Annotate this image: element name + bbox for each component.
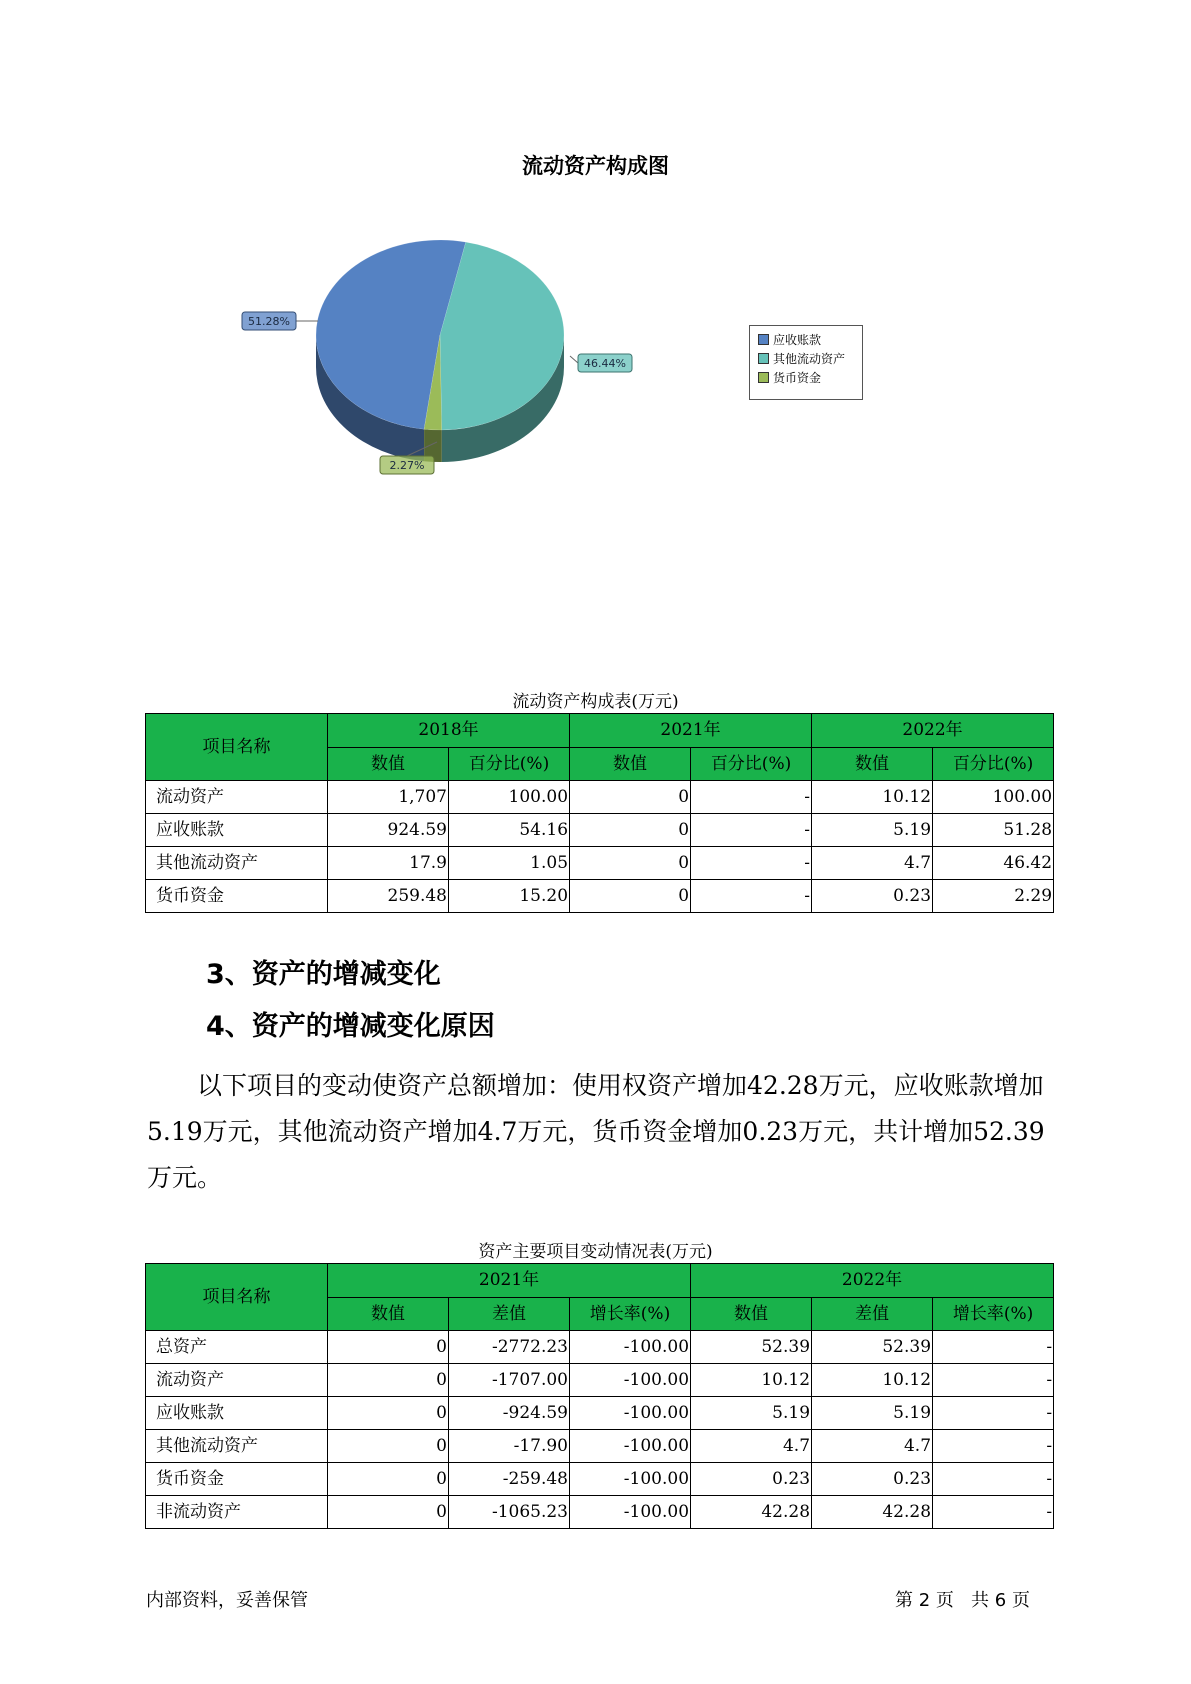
pie-chart: [0, 0, 1191, 480]
table1-caption: 流动资产构成表(万元): [512, 692, 679, 712]
table-row: [146, 1397, 1054, 1430]
table-cell: -: [691, 880, 812, 913]
table-cell: 15.20: [449, 880, 570, 913]
row-label: 货币资金: [146, 1463, 328, 1496]
table2-year-header: 2021年: [328, 1264, 691, 1298]
table-cell: 10.12: [812, 1364, 933, 1397]
table1-subheader-value: 数值: [812, 747, 933, 781]
table-cell: 42.28: [812, 1496, 933, 1529]
table-cell: 2.29: [933, 880, 1054, 913]
table-row: [146, 1463, 1054, 1496]
table-cell: 51.28: [933, 814, 1054, 847]
table1-year-header: 2022年: [812, 714, 1054, 748]
table-cell: 52.39: [691, 1331, 812, 1364]
table-cell: 10.12: [812, 781, 933, 814]
row-label: 总资产: [146, 1331, 328, 1364]
table1-subheader-value: 数值: [328, 747, 449, 781]
table-cell: 100.00: [933, 781, 1054, 814]
table-cell: -1707.00: [449, 1364, 570, 1397]
section-heading-3: 3、资产的增减变化: [206, 959, 441, 990]
table-cell: 4.7: [812, 847, 933, 880]
data-label: 2.27%: [389, 459, 425, 472]
table-row: [146, 847, 1054, 880]
chart-legend: [749, 325, 863, 400]
table-cell: 0: [570, 880, 691, 913]
legend-swatch: [758, 334, 769, 345]
asset-change-table: [145, 1263, 1054, 1529]
table-cell: 1.05: [449, 847, 570, 880]
row-label: 流动资产: [146, 1364, 328, 1397]
table-cell: -100.00: [570, 1397, 691, 1430]
table1-subheader-percent: 百分比(%): [933, 747, 1054, 781]
table-cell: -: [691, 814, 812, 847]
table-cell: -: [933, 1463, 1054, 1496]
table-cell: -100.00: [570, 1331, 691, 1364]
table-row: [146, 880, 1054, 913]
table1-year-header: 2018年: [328, 714, 570, 748]
table-cell: 0: [328, 1463, 449, 1496]
table-cell: -100.00: [570, 1364, 691, 1397]
legend-item-receivables: [758, 332, 821, 348]
table-cell: 10.12: [691, 1364, 812, 1397]
table-row: [146, 1331, 1054, 1364]
table-cell: 4.7: [812, 1430, 933, 1463]
row-label: 非流动资产: [146, 1496, 328, 1529]
row-label: 其他流动资产: [146, 847, 328, 880]
table-cell: -100.00: [570, 1430, 691, 1463]
table1-year-header: 2021年: [570, 714, 812, 748]
table-row: [146, 1430, 1054, 1463]
table-row: [146, 781, 1054, 814]
footer-page-number: 第 2 页 共 6 页: [895, 1590, 1030, 1611]
row-label: 货币资金: [146, 880, 328, 913]
table-row: [146, 1496, 1054, 1529]
table-cell: -: [933, 1496, 1054, 1529]
table2-subheader-diff: 差值: [449, 1297, 570, 1331]
table-cell: 1,707: [328, 781, 449, 814]
table2-subheader-value: 数值: [328, 1297, 449, 1331]
table2-year-header: 2022年: [691, 1264, 1054, 1298]
table-cell: 0: [570, 781, 691, 814]
data-label: 46.44%: [584, 357, 626, 370]
body-paragraph: 以下项目的变动使资产总额增加：使用权资产增加42.28万元，应收账款增加5.19万元，其他流动资产增加4.7万元，货币资金增加0.23万元，共计增加52.39万元。: [147, 1071, 1045, 1192]
table-cell: 0.23: [812, 1463, 933, 1496]
table1-subheader-percent: 百分比(%): [691, 747, 812, 781]
table-cell: -259.48: [449, 1463, 570, 1496]
table-cell: -: [933, 1430, 1054, 1463]
row-label: 应收账款: [146, 814, 328, 847]
table2-name-header: 项目名称: [146, 1264, 328, 1331]
table-cell: 0: [570, 814, 691, 847]
table-row: [146, 814, 1054, 847]
table-cell: -: [933, 1364, 1054, 1397]
table-cell: 5.19: [691, 1397, 812, 1430]
table-cell: 259.48: [328, 880, 449, 913]
table-cell: -: [933, 1397, 1054, 1430]
table-cell: 0: [328, 1364, 449, 1397]
table-cell: 0.23: [691, 1463, 812, 1496]
table1-subheader-value: 数值: [570, 747, 691, 781]
table-cell: 0: [328, 1430, 449, 1463]
data-label: 51.28%: [248, 315, 290, 328]
table-cell: 0: [328, 1331, 449, 1364]
table2-subheader-growth: 增长率(%): [933, 1297, 1054, 1331]
table-cell: -100.00: [570, 1496, 691, 1529]
table-cell: 924.59: [328, 814, 449, 847]
table-cell: 54.16: [449, 814, 570, 847]
table-cell: 0: [328, 1397, 449, 1430]
table-cell: 46.42: [933, 847, 1054, 880]
table-cell: -924.59: [449, 1397, 570, 1430]
table-cell: 0: [328, 1496, 449, 1529]
label-leader-line: [570, 356, 578, 363]
table-cell: -: [933, 1331, 1054, 1364]
table-cell: 0.23: [812, 880, 933, 913]
row-label: 流动资产: [146, 781, 328, 814]
legend-label: 应收账款: [773, 333, 822, 347]
table-cell: 0: [570, 847, 691, 880]
legend-item-cash: [758, 370, 821, 386]
table-cell: 17.9: [328, 847, 449, 880]
chart-title: 流动资产构成图: [522, 154, 669, 178]
legend-label: 其他流动资产: [773, 352, 846, 366]
table-row: [146, 1364, 1054, 1397]
row-label: 应收账款: [146, 1397, 328, 1430]
table1-name-header: 项目名称: [146, 714, 328, 781]
legend-item-other-current: [758, 351, 845, 367]
table-cell: -100.00: [570, 1463, 691, 1496]
table-cell: 42.28: [691, 1496, 812, 1529]
table-cell: 5.19: [812, 1397, 933, 1430]
table-cell: 100.00: [449, 781, 570, 814]
table-cell: 4.7: [691, 1430, 812, 1463]
row-label: 其他流动资产: [146, 1430, 328, 1463]
table-cell: -17.90: [449, 1430, 570, 1463]
table-cell: -2772.23: [449, 1331, 570, 1364]
table2-subheader-value: 数值: [691, 1297, 812, 1331]
legend-swatch: [758, 353, 769, 364]
table-cell: 5.19: [812, 814, 933, 847]
footer-confidential: 内部资料，妥善保管: [146, 1590, 308, 1611]
table2-caption: 资产主要项目变动情况表(万元): [478, 1242, 713, 1262]
table-cell: 52.39: [812, 1331, 933, 1364]
current-assets-table: [145, 713, 1054, 913]
table2-subheader-diff: 差值: [812, 1297, 933, 1331]
table2-subheader-growth: 增长率(%): [570, 1297, 691, 1331]
table-cell: -: [691, 781, 812, 814]
table-cell: -: [691, 847, 812, 880]
legend-swatch: [758, 372, 769, 383]
table-cell: -1065.23: [449, 1496, 570, 1529]
section-heading-4: 4、资产的增减变化原因: [206, 1011, 495, 1042]
table1-subheader-percent: 百分比(%): [449, 747, 570, 781]
legend-label: 货币资金: [773, 371, 822, 385]
